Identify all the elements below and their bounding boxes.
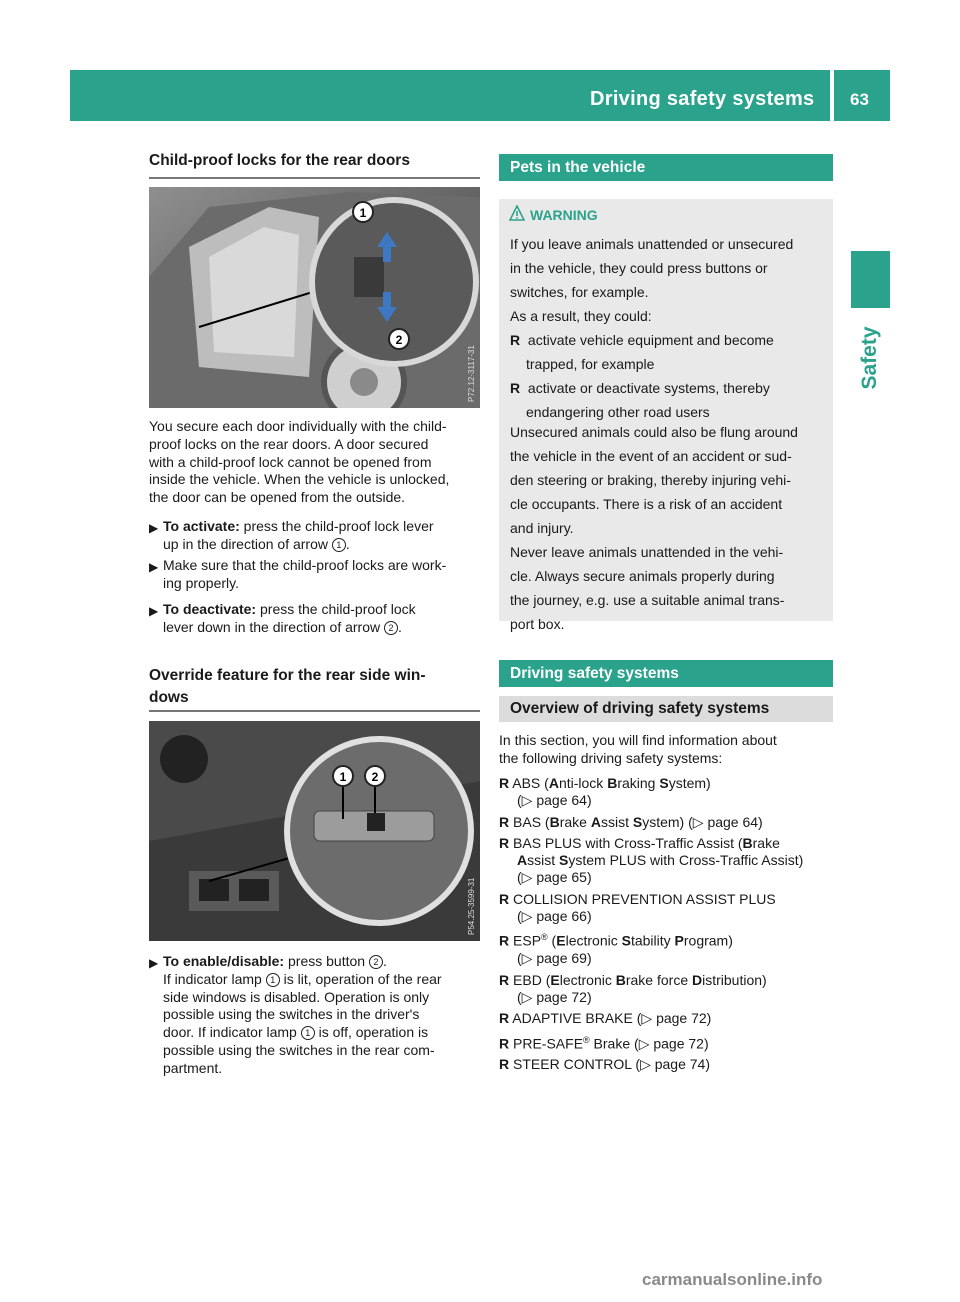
callout-1-icon: 1 [332, 538, 346, 552]
warning-triangle-icon [509, 205, 525, 221]
photo-code: P72.12-3117-31 [467, 345, 476, 402]
warning-bullet-1: R activate vehicle equipment and become trapped, for example [510, 332, 774, 372]
callout-1-icon: 1 [301, 1026, 315, 1040]
warning-text: If you leave animals unattended or unsecured in the vehicle, they could press buttons or switches, for example. As a result, they could: [510, 236, 794, 324]
list-item: R ESP® (Electronic Stability Program) [499, 932, 733, 950]
page-link[interactable]: page 74) [654, 1056, 711, 1073]
page-link[interactable]: page 72) [656, 1010, 712, 1027]
step-deactivate: To deactivate: press the child-proof lock lever down in the direction of arrow 2 . [163, 601, 416, 635]
page-ref-arrow-icon: ▷ [521, 869, 533, 886]
heading-rule [149, 710, 480, 712]
page-ref-arrow-icon: ▷ [640, 1056, 651, 1073]
page-ref-arrow-icon: ▷ [521, 950, 533, 967]
list-item: R ADAPTIVE BRAKE (▷ page 72) [499, 1010, 712, 1027]
watermark: carmanualsonline.info [642, 1270, 823, 1289]
page-ref-arrow-icon: ▷ [521, 792, 533, 809]
page-link[interactable]: page 64) [536, 792, 592, 809]
overview-intro: In this section, you will find information about the following driving safety systems: [499, 732, 777, 766]
step-arrow-icon: ▶ [149, 560, 159, 574]
step-arrow-icon: ▶ [149, 956, 159, 970]
page-number: 63 [850, 90, 869, 109]
list-item: R BAS (Brake Assist System) (▷ page 64) [499, 813, 763, 830]
page-ref-arrow-icon: ▷ [521, 988, 533, 1005]
intro-paragraph: You secure each door individually with the child- proof locks on the rear doors. A door secured with a child-proof lock cannot be opened from inside the vehicle. When the vehicle is unlocked, the door can be opened from the outside. [149, 418, 450, 506]
systems-list: R ABS (Anti-lock Braking System) (▷ page 64) R BAS (Brake Assist System) (▷ page 64) R BAS PLUS with Cross-Traffic Assist (Brake Assist System PLUS with Cross-Traffic Assist) (▷ page 65) R COLLISION PREVENTION ASSIST PLUS (▷ page 66) R ESP® (Electronic Stability Program) (▷ page 69) R EBD (Electronic Brake force Distribution) (▷ page 72) R ADAPTIVE BRAKE (▷ page 72) R PRE-SAFE® Brake (▷ page 72) R STEER CONTROL (▷ page 74) [499, 775, 839, 1074]
header-divider [830, 70, 834, 121]
page-ref-arrow-icon: ▷ [638, 1035, 650, 1052]
subheading-overview: Overview of driving safety systems [499, 696, 833, 722]
page-link[interactable]: page 64) [707, 813, 763, 830]
section-tab [851, 251, 890, 308]
list-item: R PRE-SAFE® Brake (▷ page 72) [499, 1034, 709, 1052]
window-switch-photo [149, 721, 480, 941]
page-ref-arrow-icon: ▷ [641, 1010, 653, 1027]
callout-2-icon: 2 [384, 621, 398, 635]
list-item: R ABS (Anti-lock Braking System) [499, 775, 711, 791]
heading-child-proof-locks: Child-proof locks for the rear doors [149, 152, 410, 169]
step-arrow-icon: ▶ [149, 521, 159, 535]
page-link[interactable]: page 66) [536, 908, 592, 925]
warning-text-2: Unsecured animals could also be flung around the vehicle in the event of an accident or sud- den steering or braking, thereby injuring vehi- cle occupants. There is a risk of an accident and injury. Never leave animals unattended in the vehi- cle. Always secure animals properly during the journey, e.g. use a suitable animal trans- port box. [510, 424, 798, 632]
section-tab-label: Safety [858, 326, 881, 390]
page-ref-arrow-icon: ▷ [521, 908, 533, 925]
section-band-pets: Pets in the vehicle [499, 154, 833, 181]
running-header-title: Driving safety systems [590, 88, 815, 110]
callout-1: 1 [339, 770, 347, 784]
callout-2: 2 [395, 333, 403, 347]
page-link[interactable]: page 72) [536, 988, 592, 1005]
list-item: R COLLISION PREVENTION ASSIST PLUS [499, 890, 776, 907]
rear-door-photo [149, 187, 480, 408]
list-item: R EBD (Electronic Brake force Distribution) [499, 971, 767, 988]
heading-rule [149, 177, 480, 179]
callout-1-icon: 1 [266, 973, 280, 987]
heading-override-feature: Override feature for the rear side win- dows [149, 667, 426, 706]
step-arrow-icon: ▶ [149, 604, 159, 618]
page-link[interactable]: page 65) [536, 869, 592, 886]
photo-code: P54.25-3599-31 [467, 877, 476, 935]
step-check: Make sure that the child-proof locks are work- ing properly. [163, 557, 447, 591]
warning-bullet-2: R activate or deactivate systems, thereby endangering other road users [510, 380, 770, 420]
list-item: R STEER CONTROL (▷ page 74) [499, 1056, 711, 1073]
callout-2-icon: 2 [369, 955, 383, 969]
page-ref-arrow-icon: ▷ [692, 813, 704, 830]
page-link[interactable]: page 69) [536, 950, 592, 967]
step-activate: To activate: press the child-proof lock lever up in the direction of arrow 1 . [163, 518, 434, 552]
list-item: R BAS PLUS with Cross-Traffic Assist (Brake [499, 834, 780, 851]
section-band-driving-safety: Driving safety systems [499, 660, 833, 687]
callout-1: 1 [359, 206, 367, 220]
callout-2: 2 [371, 770, 379, 784]
page-link[interactable]: page 72) [653, 1035, 709, 1052]
warning-title: WARNING [530, 207, 598, 223]
step-enable-disable: To enable/disable: press button 2 . If indicator lamp 1 is lit, operation of the rear side windows is disabled. Operation is only possible using the switches in the driver's door. If indicator lamp 1 is off, operation is possible using the switches in the rear com- partment. [163, 953, 442, 1076]
